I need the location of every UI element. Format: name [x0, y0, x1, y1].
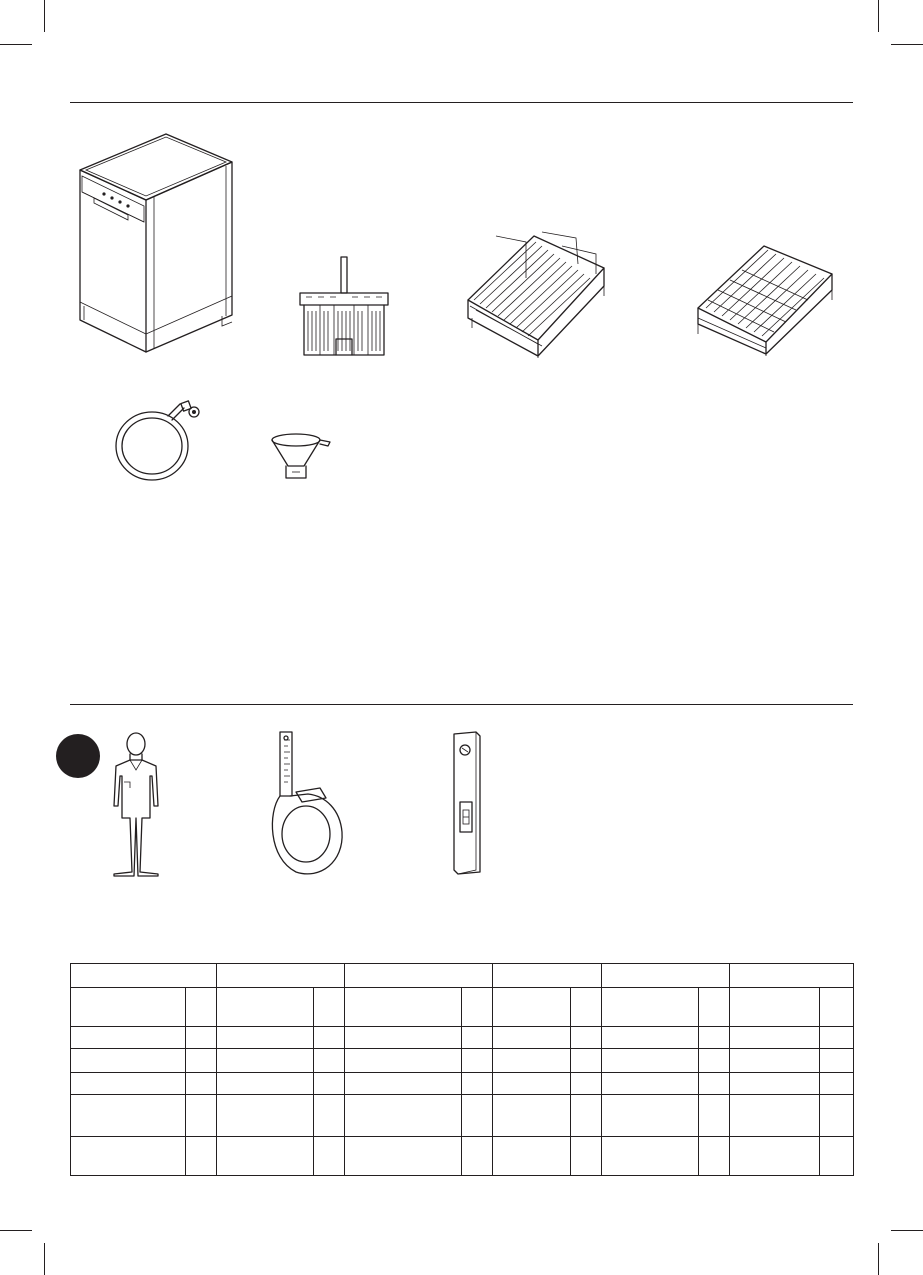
table-cell	[820, 1027, 854, 1049]
table-row	[71, 1095, 854, 1137]
table-row	[71, 1049, 854, 1073]
section-rule-contents	[70, 102, 853, 103]
table-cell	[820, 1137, 854, 1176]
table-cell	[314, 1073, 345, 1095]
table-cell	[71, 1049, 186, 1073]
table-cell	[571, 1049, 602, 1073]
table-cell	[217, 1073, 314, 1095]
spec-table	[70, 963, 854, 1176]
table-cell	[345, 1027, 462, 1049]
spec-table-header	[71, 964, 854, 988]
table-cell	[602, 1027, 699, 1049]
table-cell	[602, 988, 699, 1027]
table-cell	[493, 988, 571, 1027]
spec-group-header	[217, 964, 345, 988]
table-cell	[71, 1073, 186, 1095]
upper-basket-icon	[466, 228, 608, 358]
table-cell	[493, 1027, 571, 1049]
table-cell	[462, 1095, 493, 1137]
table-cell	[493, 1049, 571, 1073]
table-row	[71, 1027, 854, 1049]
table-cell	[186, 988, 217, 1027]
table-cell	[217, 1095, 314, 1137]
table-cell	[71, 1095, 186, 1137]
cutlery-basket-icon	[298, 255, 390, 360]
crop-mark	[0, 1230, 32, 1231]
table-cell	[186, 1049, 217, 1073]
table-cell	[730, 1049, 820, 1073]
table-cell	[186, 1027, 217, 1049]
table-cell	[217, 1049, 314, 1073]
spec-group-header	[602, 964, 730, 988]
table-cell	[314, 1049, 345, 1073]
crop-mark	[44, 1243, 45, 1275]
person-count-badge	[56, 734, 100, 778]
table-cell	[730, 988, 820, 1027]
table-cell	[462, 1027, 493, 1049]
spec-group-header	[345, 964, 493, 988]
table-row	[71, 1137, 854, 1176]
section-rule-tools	[70, 704, 853, 705]
table-cell	[186, 1095, 217, 1137]
table-row	[71, 1073, 854, 1095]
table-cell	[314, 1027, 345, 1049]
table-cell	[493, 1137, 571, 1176]
table-cell	[699, 1073, 730, 1095]
table-cell	[602, 1095, 699, 1137]
table-cell	[730, 1137, 820, 1176]
table-cell	[186, 1137, 217, 1176]
table-cell	[571, 1073, 602, 1095]
spec-group-header	[730, 964, 854, 988]
funnel-icon	[270, 432, 334, 484]
table-cell	[314, 988, 345, 1027]
table-cell	[571, 1027, 602, 1049]
table-cell	[699, 1049, 730, 1073]
water-hose-icon	[110, 394, 202, 486]
table-cell	[602, 1073, 699, 1095]
table-cell	[730, 1073, 820, 1095]
table-cell	[345, 1095, 462, 1137]
table-cell	[314, 1137, 345, 1176]
table-cell	[71, 988, 186, 1027]
table-row	[71, 988, 854, 1027]
table-cell	[699, 1137, 730, 1176]
table-cell	[462, 988, 493, 1027]
tape-measure-icon	[270, 730, 346, 876]
table-cell	[571, 1095, 602, 1137]
dishwasher-icon	[76, 130, 236, 360]
table-cell	[820, 1095, 854, 1137]
crop-mark	[878, 1243, 879, 1275]
table-cell	[71, 1137, 186, 1176]
spec-group-header	[71, 964, 217, 988]
table-cell	[345, 1049, 462, 1073]
table-cell	[314, 1095, 345, 1137]
crop-mark	[0, 44, 32, 45]
table-cell	[699, 1027, 730, 1049]
table-cell	[699, 988, 730, 1027]
table-cell	[493, 1095, 571, 1137]
table-cell	[571, 1137, 602, 1176]
person-icon	[104, 732, 168, 876]
table-cell	[820, 988, 854, 1027]
table-cell	[462, 1073, 493, 1095]
table-cell	[602, 1137, 699, 1176]
spirit-level-icon	[450, 730, 486, 876]
crop-mark	[878, 0, 879, 32]
table-cell	[462, 1137, 493, 1176]
spec-group-header	[493, 964, 602, 988]
table-cell	[345, 1137, 462, 1176]
lower-basket-icon	[694, 238, 836, 356]
table-cell	[730, 1027, 820, 1049]
table-cell	[493, 1073, 571, 1095]
table-cell	[602, 1049, 699, 1073]
table-cell	[217, 988, 314, 1027]
table-cell	[730, 1095, 820, 1137]
crop-mark	[44, 0, 45, 32]
table-cell	[217, 1027, 314, 1049]
crop-mark	[891, 1230, 923, 1231]
table-cell	[571, 988, 602, 1027]
table-cell	[699, 1095, 730, 1137]
table-cell	[462, 1049, 493, 1073]
table-cell	[345, 988, 462, 1027]
table-cell	[71, 1027, 186, 1049]
table-cell	[345, 1073, 462, 1095]
table-cell	[217, 1137, 314, 1176]
table-cell	[186, 1073, 217, 1095]
crop-mark	[891, 44, 923, 45]
table-cell	[820, 1049, 854, 1073]
table-cell	[820, 1073, 854, 1095]
